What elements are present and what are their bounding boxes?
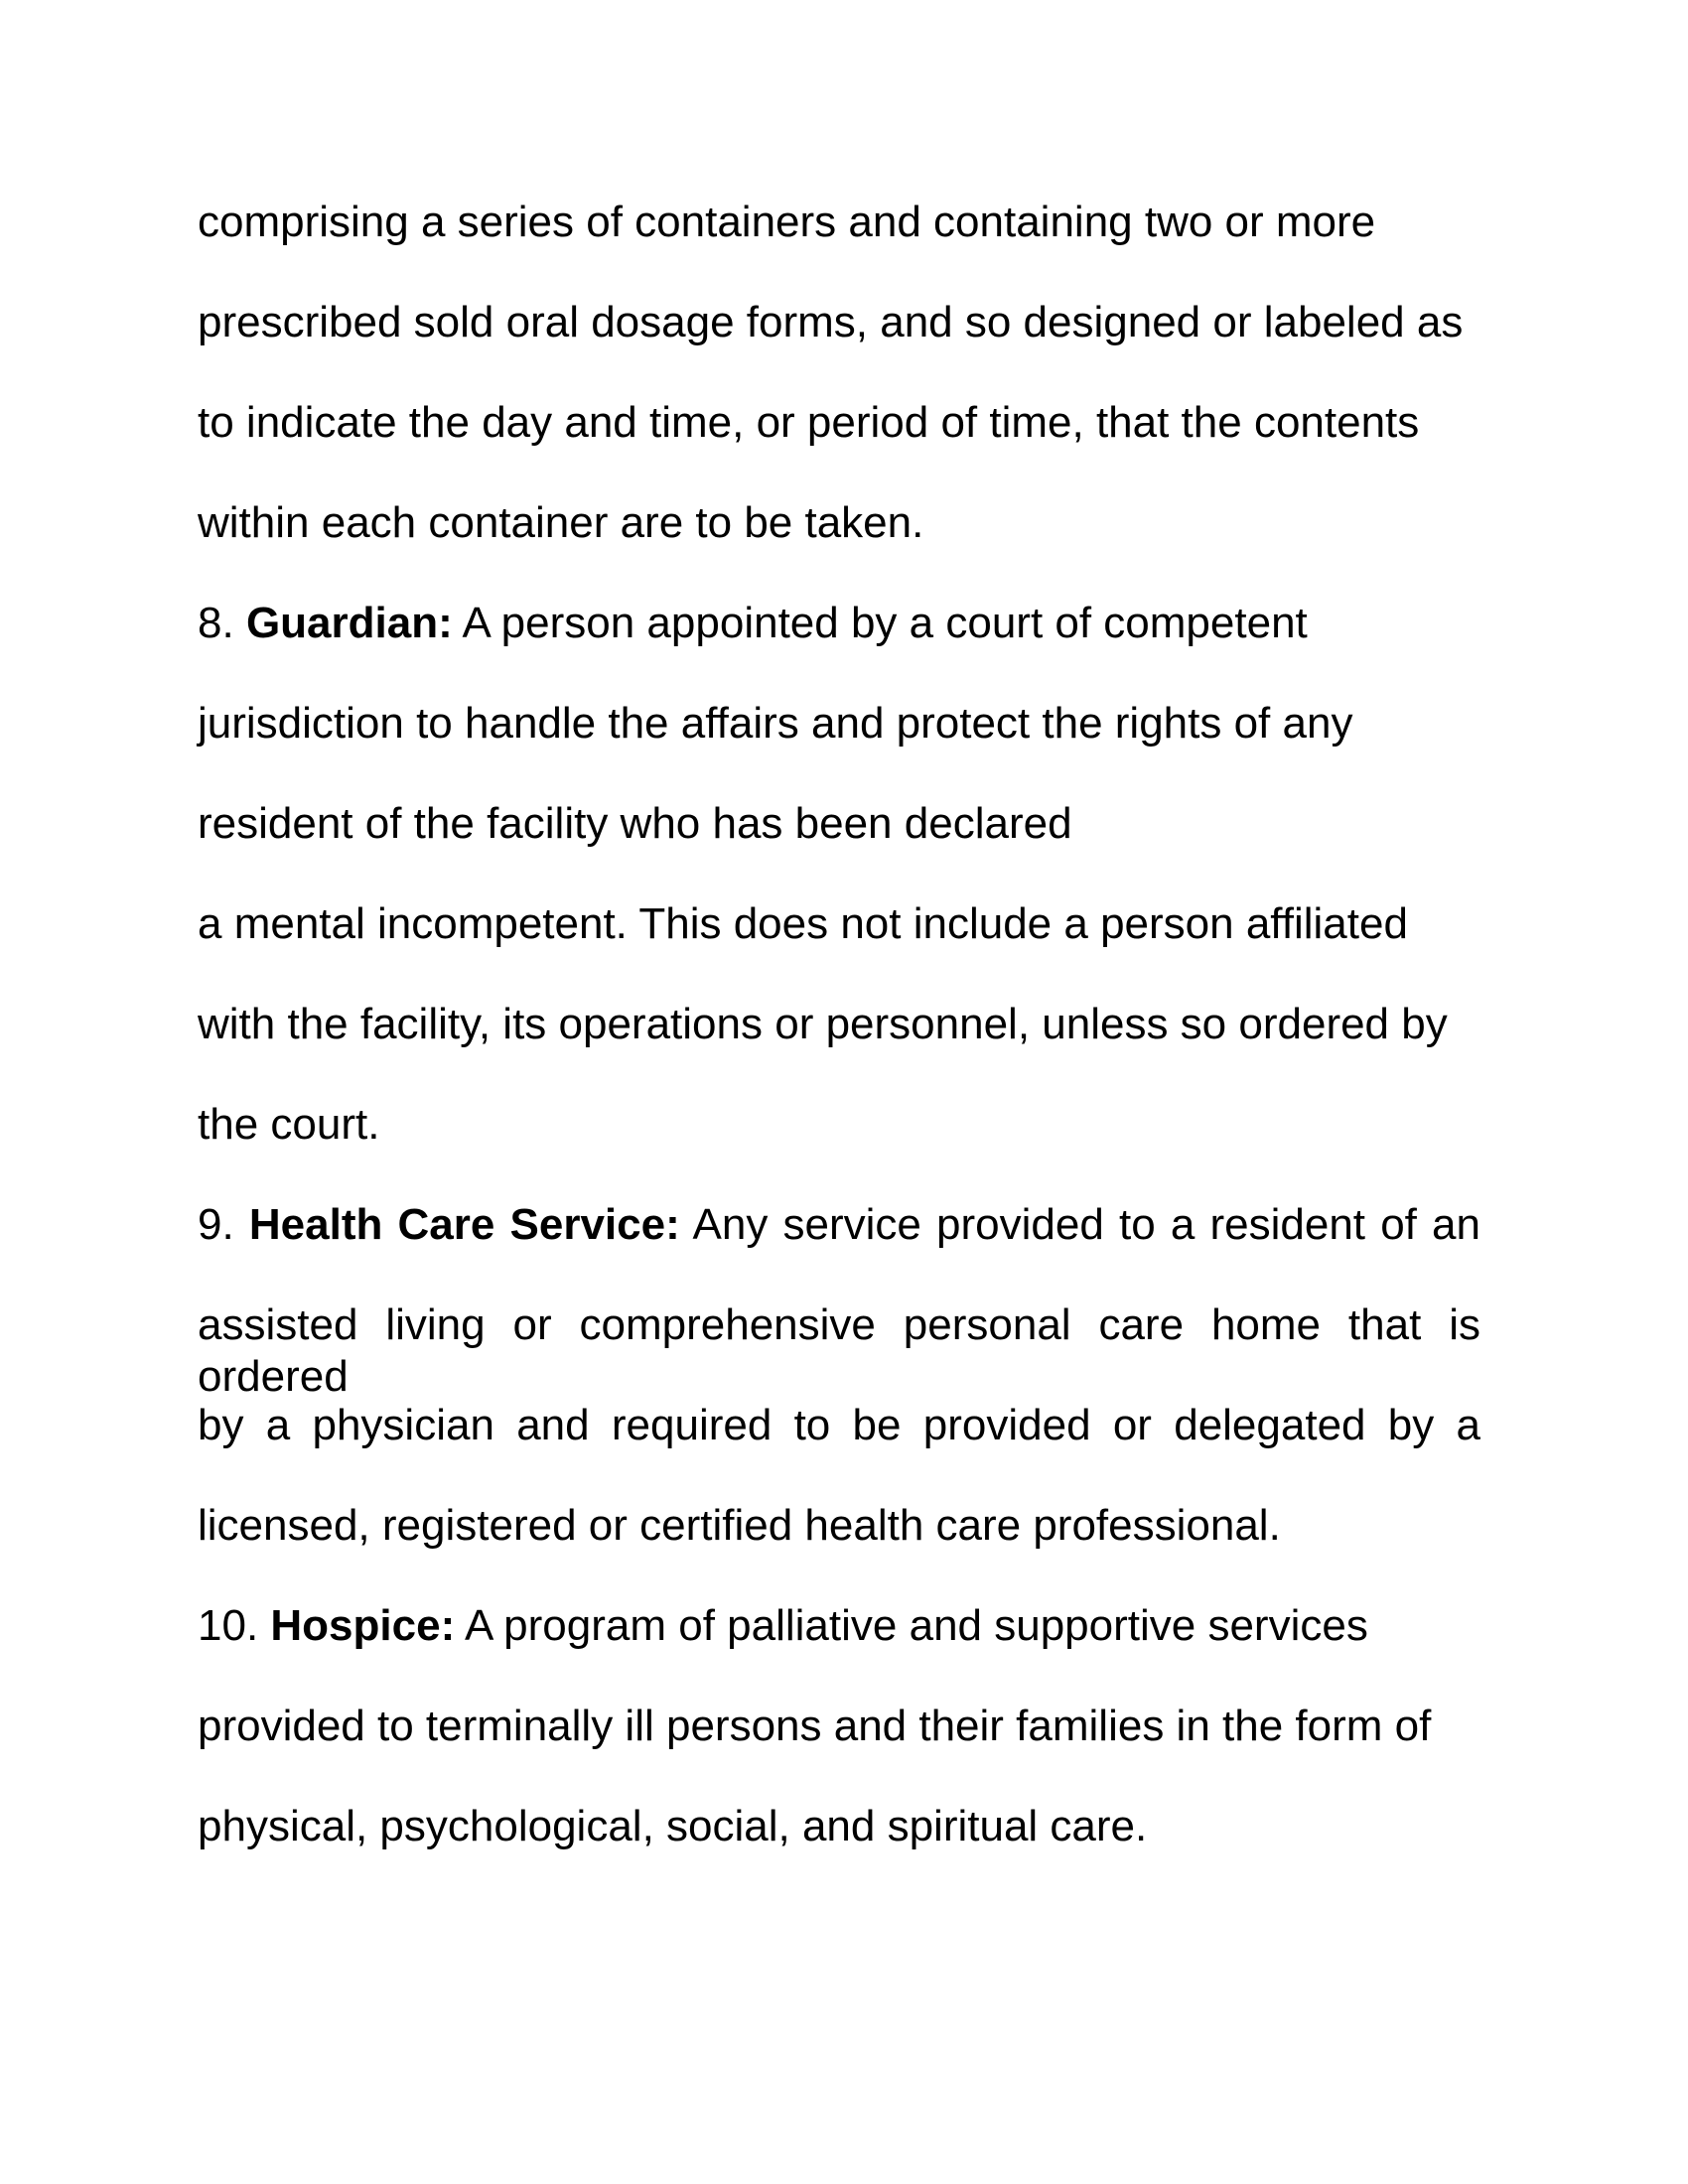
definition-text: A program of palliative and supportive services [465, 1601, 1368, 1650]
body-line: licensed, registered or certified health care professional. [198, 1501, 1281, 1550]
item-number: 9. [198, 1200, 234, 1249]
definition-text: Any service provided to a resident of an [692, 1200, 1480, 1249]
body-line: with the facility, its operations or personnel, unless so ordered by [198, 1000, 1448, 1048]
body-line: to indicate the day and time, or period of time, that the contents [198, 398, 1420, 447]
definition-term: Health Care Service: [248, 1200, 680, 1249]
body-line: assisted living or comprehensive personal care home that is ordered [198, 1300, 1480, 1401]
definition-term: Hospice: [270, 1601, 456, 1650]
body-line: a mental incompetent. This does not include a person affiliated [198, 899, 1408, 948]
body-line: prescribed sold oral dosage forms, and so designed or labeled as [198, 298, 1464, 346]
body-line: the court. [198, 1100, 380, 1149]
item-number: 8. [198, 599, 234, 647]
body-line: provided to terminally ill persons and their families in the form of [198, 1702, 1432, 1750]
body-line: jurisdiction to handle the affairs and protect the rights of any [198, 699, 1353, 748]
body-line: within each container are to be taken. [198, 498, 924, 547]
definition-text: A person appointed by a court of competent [462, 599, 1308, 647]
definition-term: Guardian: [245, 599, 453, 647]
definition-item-guardian [198, 598, 1308, 649]
definition-item-hospice [198, 1600, 1368, 1652]
body-line: resident of the facility who has been declared [198, 799, 1072, 848]
body-line: by a physician and required to be provided or delegated by a [198, 1401, 1480, 1449]
body-line: comprising a series of containers and containing two or more [198, 198, 1376, 246]
definition-item-health-care-service [198, 1199, 1480, 1251]
item-number: 10. [198, 1601, 259, 1650]
body-line: physical, psychological, social, and spiritual care. [198, 1802, 1148, 1850]
